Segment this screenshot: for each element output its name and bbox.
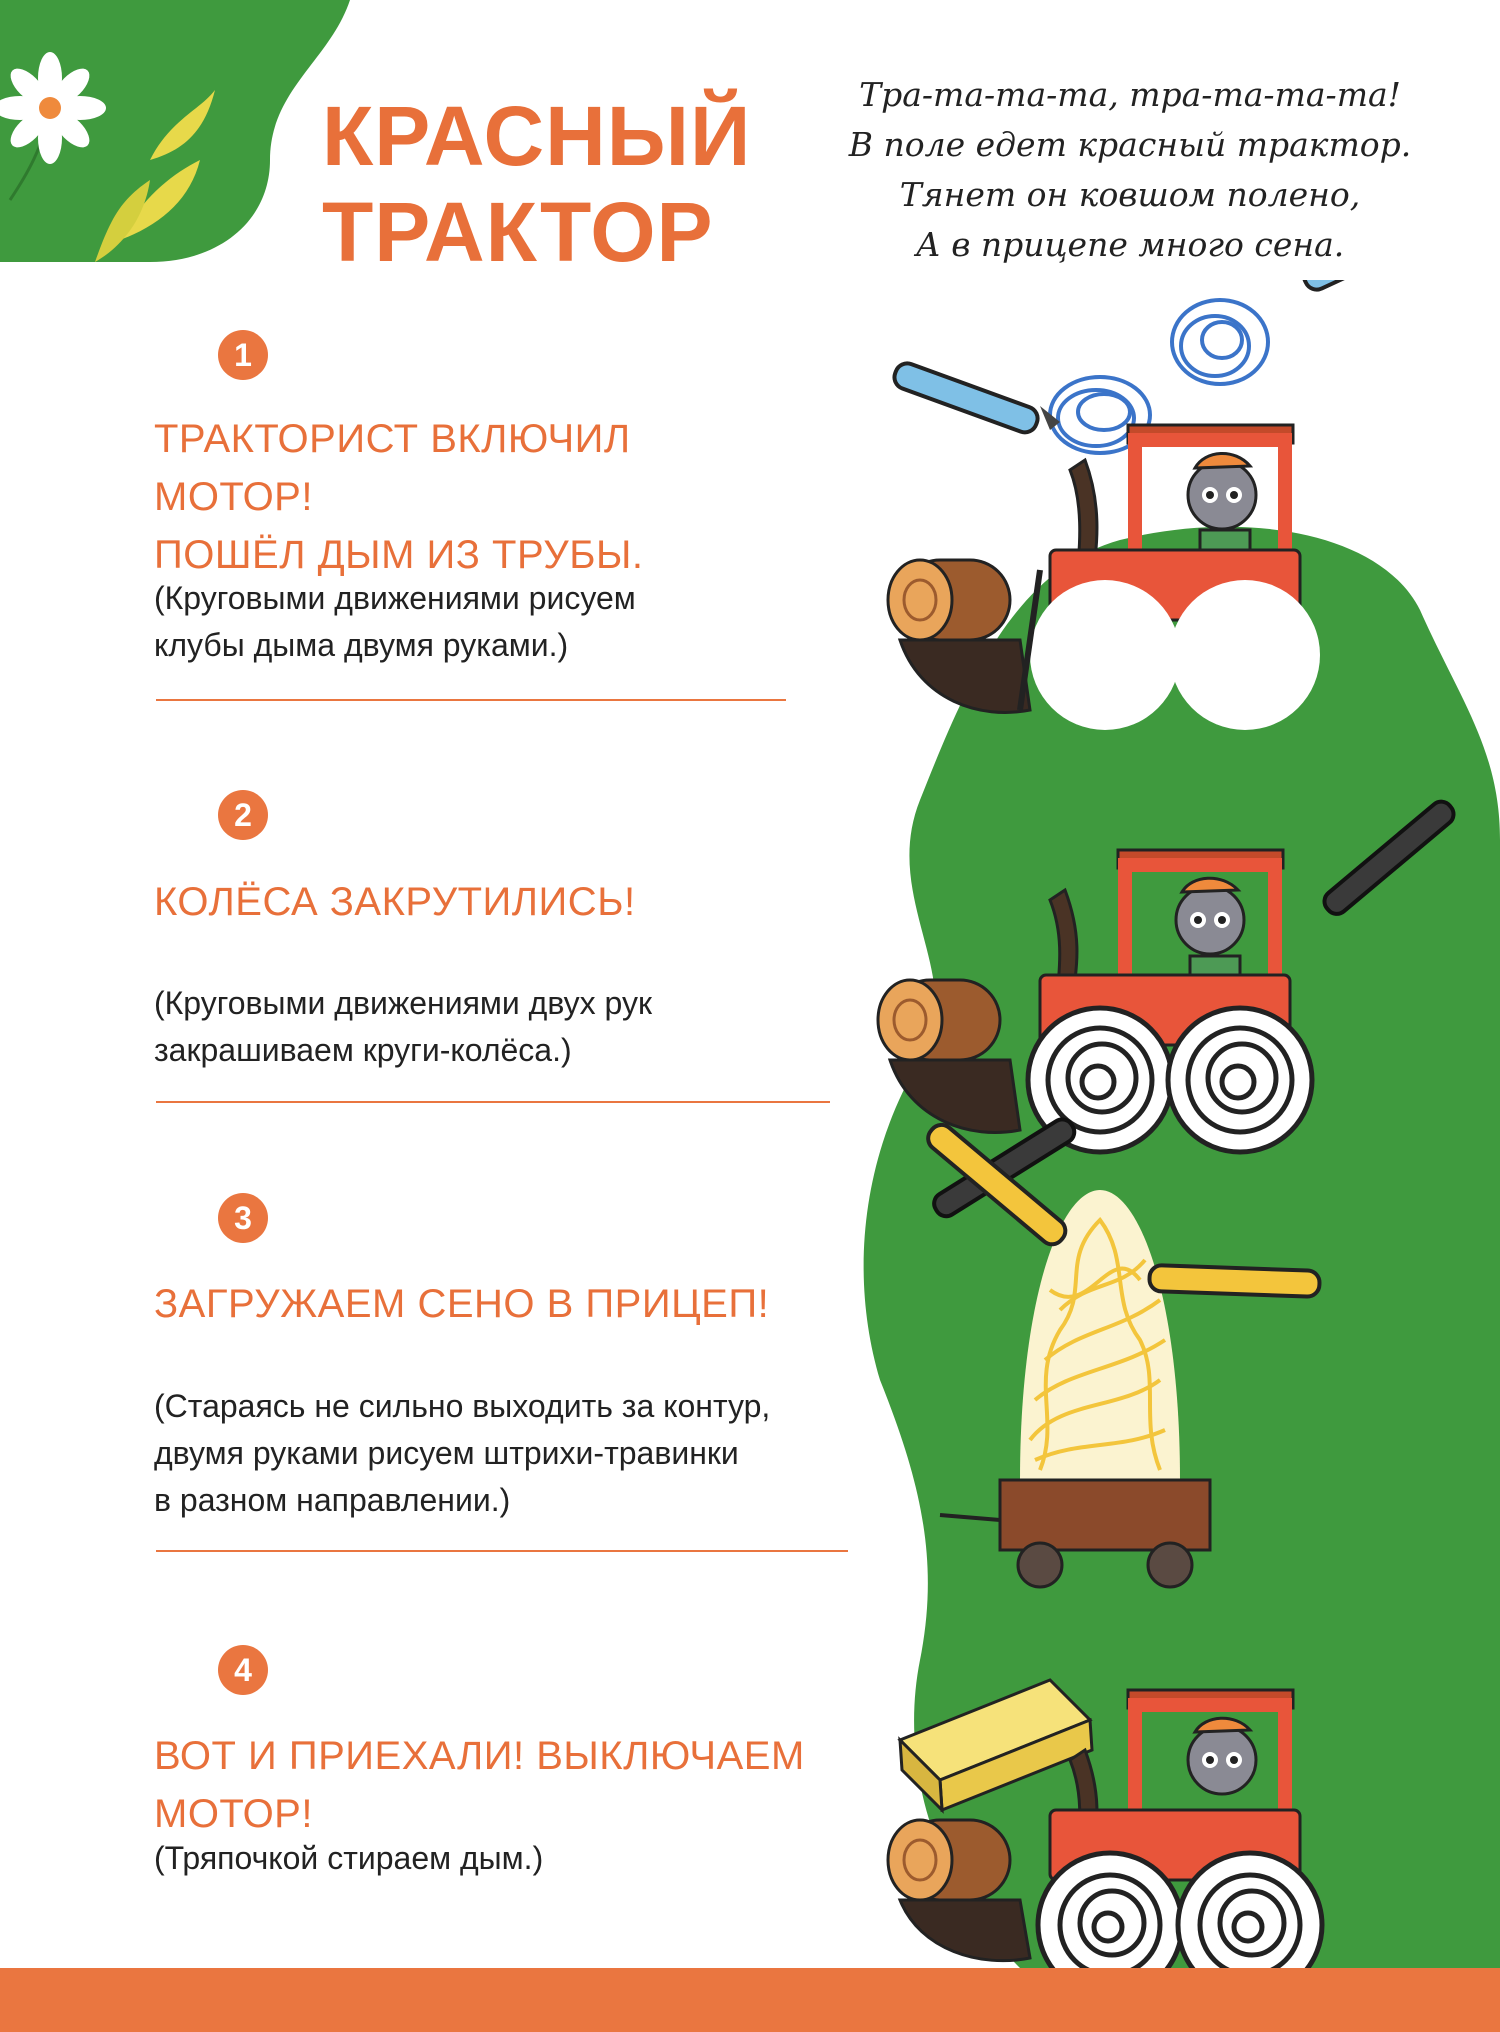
corner-decoration [0, 0, 360, 262]
step-heading-3 [154, 1275, 834, 1333]
step-heading-4 [154, 1727, 914, 1843]
divider [156, 1101, 830, 1103]
poem-line: В поле едет красный трактор. [848, 125, 1412, 164]
step-description-2 [154, 980, 814, 1074]
yellow-marker-icon [1149, 1265, 1320, 1297]
step-heading-line: ЗАГРУЖАЕМ СЕНО В ПРИЦЕП! [154, 1282, 770, 1326]
tractor-illustration [860, 280, 1500, 1968]
step-number-4: 4 [218, 1645, 268, 1695]
step-number-3: 3 [218, 1193, 268, 1243]
step-heading-line: КОЛЁСА ЗАКРУТИЛИСЬ! [154, 880, 636, 924]
title-line-2: ТРАКТОР [322, 185, 714, 279]
log-icon [888, 1820, 1010, 1900]
blue-marker-icon [1300, 280, 1456, 294]
step-heading-2 [154, 873, 754, 931]
step-description-line: (Круговыми движениями рисуем [154, 580, 636, 616]
step-description-line: в разном направлении.) [154, 1482, 511, 1518]
step-heading-line: ПОШЁЛ ДЫМ ИЗ ТРУБЫ. [154, 533, 644, 577]
step-number-2: 2 [218, 790, 268, 840]
page-title [322, 88, 762, 280]
step-description-line: двумя руками рисуем штрихи-травинки [154, 1435, 739, 1471]
step-description-3 [154, 1383, 854, 1524]
poem-line: Тра-та-та-та, тра-та-та-та! [859, 75, 1401, 114]
poem [820, 70, 1440, 270]
step-description-4 [154, 1835, 754, 1882]
bottom-bar [0, 1968, 1500, 2032]
step-description-line: (Тряпочкой стираем дым.) [154, 1840, 544, 1876]
step-description-line: (Круговыми движениями двух рук [154, 985, 652, 1021]
poem-line: Тянет он ковшом полено, [899, 175, 1361, 214]
blue-marker-icon [891, 360, 1060, 436]
step-heading-line: ТРАКТОРИСТ ВКЛЮЧИЛ МОТОР! [154, 417, 631, 519]
step-heading-line: ВОТ И ПРИЕХАЛИ! ВЫКЛЮЧАЕМ МОТОР! [154, 1734, 805, 1836]
step-description-1 [154, 575, 774, 669]
log-icon [888, 560, 1010, 640]
step-description-line: (Стараясь не сильно выходить за контур, [154, 1388, 771, 1424]
step-heading-1 [154, 410, 754, 584]
step-description-line: клубы дыма двумя руками.) [154, 627, 569, 663]
log-icon [878, 980, 1000, 1060]
divider [156, 699, 786, 701]
poem-line: А в прицепе много сена. [915, 225, 1345, 264]
step-number-1: 1 [218, 330, 268, 380]
step-description-line: закрашиваем круги-колёса.) [154, 1032, 572, 1068]
title-line-1: КРАСНЫЙ [322, 89, 752, 183]
divider [156, 1550, 848, 1552]
